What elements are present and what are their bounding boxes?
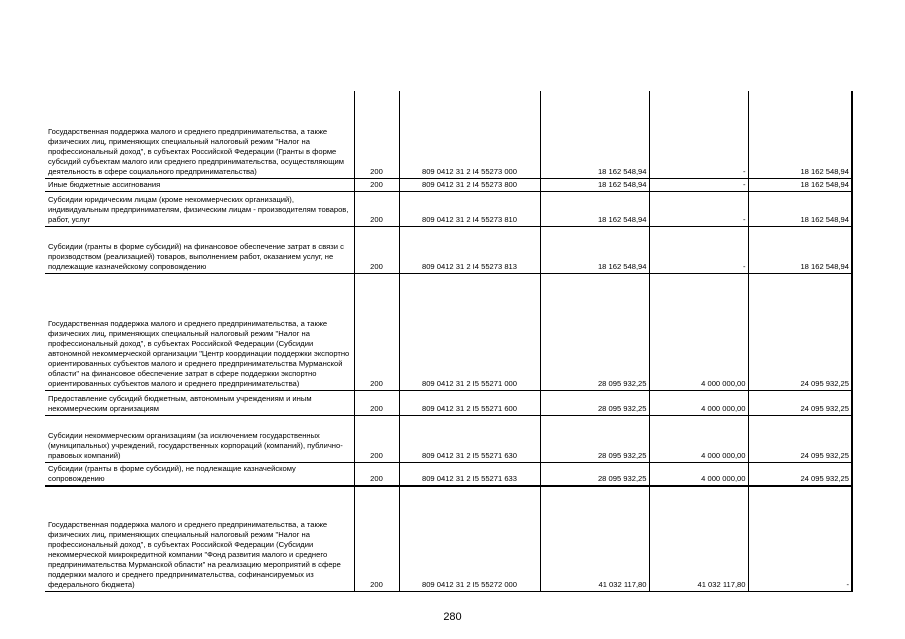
row-name: Субсидии (гранты в форме субсидий), не подлежащие казначейскому сопровождению: [45, 462, 354, 486]
row-name: Субсидии юридическим лицам (кроме некоммерческих организаций), индивидуальным предпринимателям, физическим лицам - производителям товаров, работ, услуг: [45, 191, 354, 226]
table-row: [45, 226, 852, 273]
row-approved: 41 032 117,80: [540, 486, 649, 591]
table-row: [45, 273, 852, 390]
row-not-executed: 18 162 548,94: [748, 178, 852, 191]
row-approved: 18 162 548,94: [540, 226, 649, 273]
row-approved: 18 162 548,94: [540, 178, 649, 191]
row-approved: 28 095 932,25: [540, 390, 649, 415]
row-budget-code: 809 0412 31 2 I4 55273 810: [399, 191, 540, 226]
row-approved: 28 095 932,25: [540, 462, 649, 486]
table-row: [45, 390, 852, 415]
row-not-executed: 18 162 548,94: [748, 91, 852, 178]
row-code: 200: [354, 226, 399, 273]
row-approved: 18 162 548,94: [540, 91, 649, 178]
row-budget-code: 809 0412 31 2 I5 55271 633: [399, 462, 540, 486]
row-budget-code: 809 0412 31 2 I4 55273 000: [399, 91, 540, 178]
row-not-executed: 18 162 548,94: [748, 226, 852, 273]
row-name: Субсидии некоммерческим организациям (за исключением государственных (муниципальных) учреждений, государственных корпораций (компаний), публично-правовых компаний): [45, 415, 354, 462]
row-budget-code: 809 0412 31 2 I4 55273 813: [399, 226, 540, 273]
row-approved: 18 162 548,94: [540, 191, 649, 226]
row-budget-code: 809 0412 31 2 I5 55271 630: [399, 415, 540, 462]
budget-report-table: [45, 91, 853, 592]
row-executed: -: [649, 191, 748, 226]
row-not-executed: 24 095 932,25: [748, 390, 852, 415]
table-row: [45, 178, 852, 191]
row-executed: -: [649, 91, 748, 178]
row-code: 200: [354, 273, 399, 390]
row-not-executed: 24 095 932,25: [748, 415, 852, 462]
row-executed: -: [649, 178, 748, 191]
table-row: [45, 415, 852, 462]
row-name: Государственная поддержка малого и среднего предпринимательства, а также физических лиц, применяющих специальный налоговый режим "Налог на профессиональный доход", в субъектах Российской Федерации (Гранты в форме субсидий субъектам малого или среднего предпринимательства, осуществляющим деятельность в сфере социального предпринимательства): [45, 91, 354, 178]
page-number: 280: [443, 611, 462, 623]
row-budget-code: 809 0412 31 2 I5 55272 000: [399, 486, 540, 591]
table-row: [45, 91, 852, 178]
row-not-executed: 24 095 932,25: [748, 273, 852, 390]
row-name: Предоставление субсидий бюджетным, автономным учреждениям и иным некоммерческим организациям: [45, 390, 354, 415]
row-approved: 28 095 932,25: [540, 415, 649, 462]
row-code: 200: [354, 462, 399, 486]
table-row: [45, 486, 852, 591]
row-name: Иные бюджетные ассигнования: [45, 178, 354, 191]
row-code: 200: [354, 191, 399, 226]
row-code: 200: [354, 390, 399, 415]
row-name: Субсидии (гранты в форме субсидий) на финансовое обеспечение затрат в связи с производством (реализацией) товаров, выполнением работ, оказанием услуг, не подлежащие казначейскому сопровождению: [45, 226, 354, 273]
row-executed: -: [649, 226, 748, 273]
row-approved: 28 095 932,25: [540, 273, 649, 390]
row-not-executed: 24 095 932,25: [748, 462, 852, 486]
row-code: 200: [354, 178, 399, 191]
table-row: [45, 191, 852, 226]
row-budget-code: 809 0412 31 2 I5 55271 000: [399, 273, 540, 390]
row-name: Государственная поддержка малого и среднего предпринимательства, а также физических лиц, применяющих специальный налоговый режим "Налог на профессиональный доход", в субъектах Российской Федерации (Субсидии некоммерческой микрокредитной компании "Фонд развития малого и среднего предпринимательства Мурманской области" на реализацию мероприятий в сфере поддержки малого и среднего предпринимательства, софинансируемых из федерального бюджета): [45, 486, 354, 591]
row-budget-code: 809 0412 31 2 I5 55271 600: [399, 390, 540, 415]
row-code: 200: [354, 91, 399, 178]
table-row: [45, 462, 852, 486]
row-code: 200: [354, 415, 399, 462]
row-executed: 41 032 117,80: [649, 486, 748, 591]
row-executed: 4 000 000,00: [649, 390, 748, 415]
row-executed: 4 000 000,00: [649, 273, 748, 390]
row-name: Государственная поддержка малого и среднего предпринимательства, а также физических лиц, применяющих специальный налоговый режим "Налог на профессиональный доход", в субъектах Российской Федерации (Субсидии автономной некоммерческой организации "Центр координации поддержки экспортно ориентированных субъектов малого и среднего предпринимательства Мурманской области" на финансовое обеспечение затрат в сфере поддержки экспортно ориентированных субъектов малого и среднего предпринимательства): [45, 273, 354, 390]
row-not-executed: -: [748, 486, 852, 591]
row-executed: 4 000 000,00: [649, 415, 748, 462]
row-executed: 4 000 000,00: [649, 462, 748, 486]
row-budget-code: 809 0412 31 2 I4 55273 800: [399, 178, 540, 191]
row-code: 200: [354, 486, 399, 591]
row-not-executed: 18 162 548,94: [748, 191, 852, 226]
